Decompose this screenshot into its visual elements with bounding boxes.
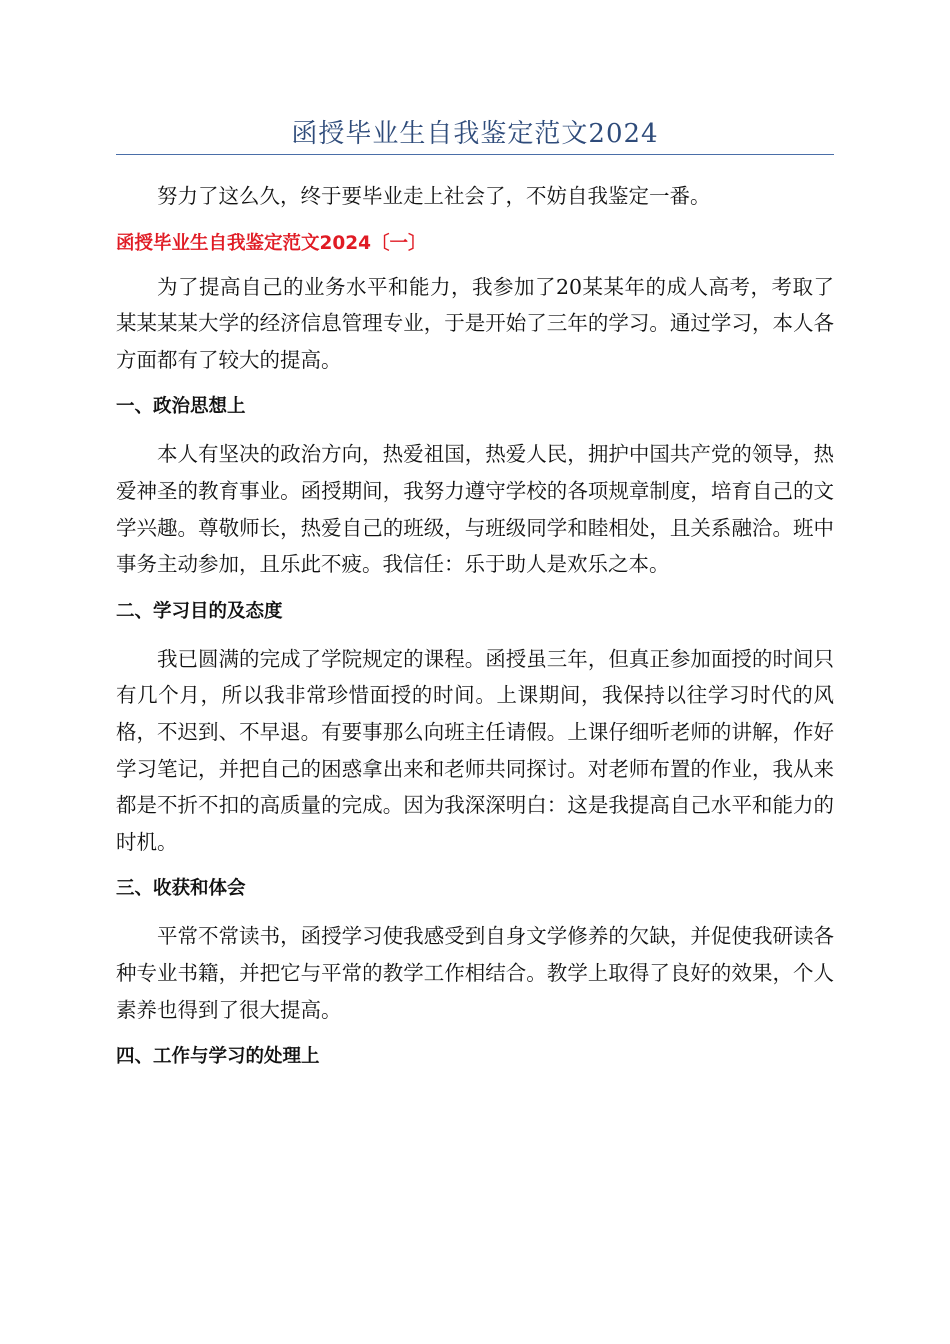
document-body [116,178,834,1086]
subsection-body-politics: 本人有坚决的政治方向，热爱祖国，热爱人民，拥护中国共产党的领导，热爱神圣的教育事业。函授期间，我努力遵守学校的各项规章制度，培育自己的文学兴趣。尊敬师长，热爱自己的班级，与班级同学和睦相处，且关系融洽。班中事务主动参加，且乐此不疲。我信任：乐于助人是欢乐之本。 [116,442,834,577]
subsection-body-gains: 平常不常读书，函授学习使我感受到自身文学修养的欠缺，并促使我研读各种专业书籍，并把它与平常的教学工作相结合。教学上取得了良好的效果，个人素养也得到了很大提高。 [116,924,834,1022]
intro-paragraph: 努力了这么久，终于要毕业走上社会了，不妨自我鉴定一番。 [157,184,711,208]
opening-paragraph: 为了提高自己的业务水平和能力，我参加了20某某年的成人高考，考取了某某某某大学的经济信息管理专业，于是开始了三年的学习。通过学习，本人各方面都有了较大的提高。 [116,274,834,372]
document-title: 函授毕业生自我鉴定范文2024 [291,119,659,149]
subsection-body-study: 我已圆满的完成了学院规定的课程。函授虽三年，但真正参加面授的时间只有几个月，所以我非常珍惜面授的时间。上课期间，我保持以往学习时代的风格，不迟到、不早退。有要事那么向班主任请假。上课仔细听老师的讲解，作好学习笔记，并把自己的困惑拿出来和老师共同探讨。对老师布置的作业，我从来都是不折不扣的高质量的完成。因为我深深明白：这是我提高自己水平和能力的时机。 [116,646,834,854]
section-heading: 函授毕业生自我鉴定范文2024〔一〕 [116,232,427,254]
subsection-heading-gains: 三、收获和体会 [116,878,246,900]
title-underline [116,154,834,155]
subsection-heading-politics: 一、政治思想上 [116,396,246,418]
subsection-heading-study: 二、学习目的及态度 [116,600,283,622]
subsection-heading-work-study: 四、工作与学习的处理上 [116,1046,320,1068]
